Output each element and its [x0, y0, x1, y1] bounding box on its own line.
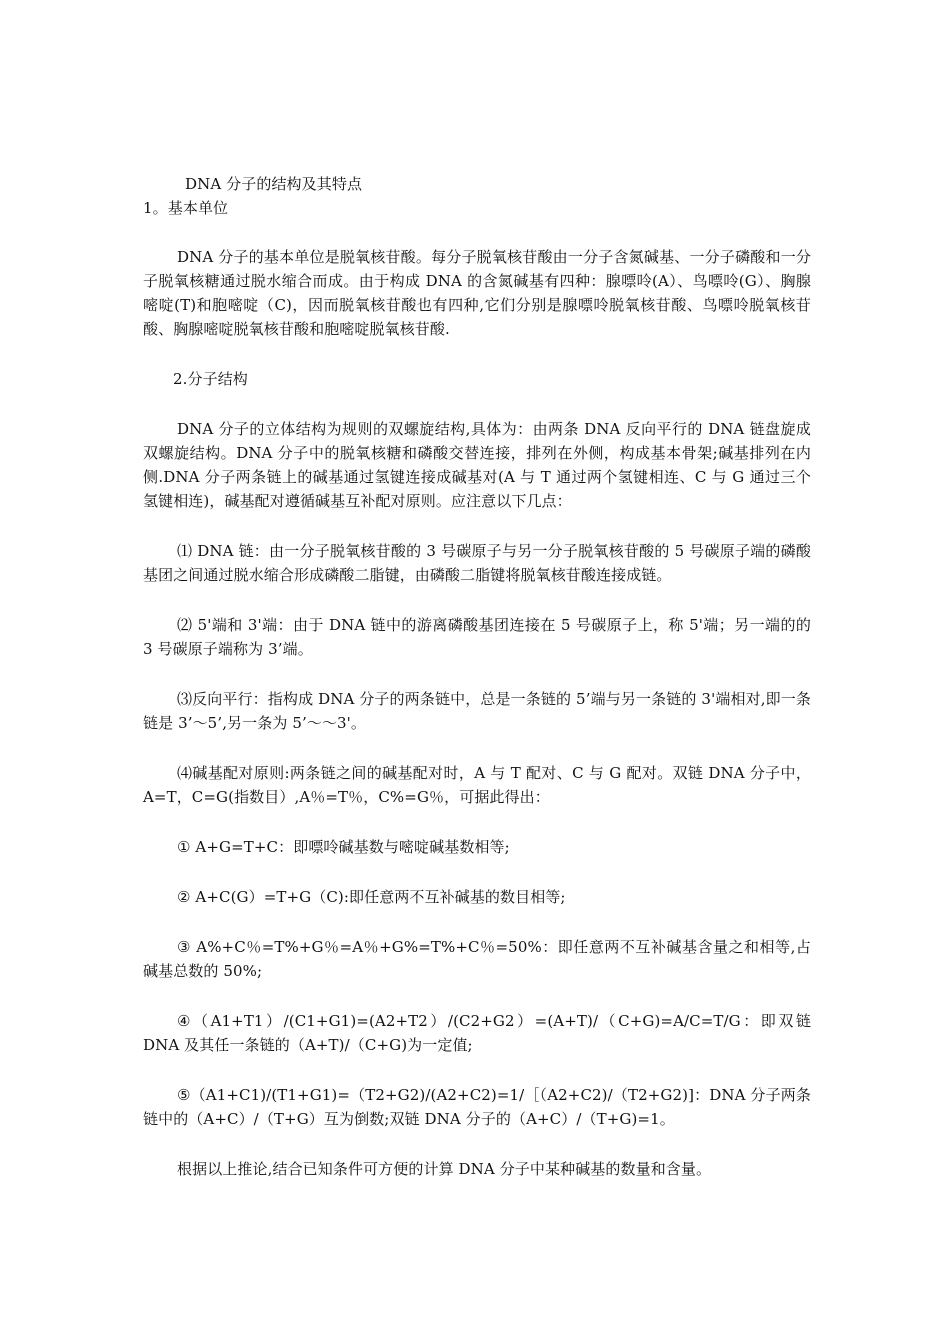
rule-3: ③ A%+C％=T%+G％=A％+G%=T%+C％=50%：即任意两不互补碱基含量之和相等,占碱基总数的 50%; [143, 938, 811, 980]
spacer [143, 1057, 811, 1083]
spacer [143, 220, 811, 245]
point-5-3-ends: ⑵ 5'端和 3'端：由于 DNA 链中的游离磷酸基团连接在 5 号碳原子上，称 5'端；另一端的的 3 号碳原子端称为 3’端。 [143, 616, 811, 658]
section-heading-molecular-structure: 2.分子结构 [173, 370, 248, 388]
point-dna-chain: ⑴ DNA 链：由一分子脱氧核苷酸的 3 号碳原子与另一分子脱氧核苷酸的 5 号碳原子端的磷酸基团之间通过脱水缩合形成磷酸二脂键，由磷酸二脂键将脱氧核苷酸连接成链。 [143, 542, 811, 584]
spacer [143, 341, 811, 367]
spacer [143, 809, 811, 835]
spacer [143, 909, 811, 935]
conclusion-paragraph: 根据以上推论,结合已知条件可方便的计算 DNA 分子中某种碱基的数量和含量。 [177, 1160, 712, 1178]
spacer [143, 983, 811, 1009]
rule-5: ⑤（A1+C1)/(T1+G1)=（T2+G2)/(A2+C2)=1/［（A2+C2)/（T2+G2)]：DNA 分子两条链中的（A+C）/（T+G）互为倒数;双链 DNA 分子的（A+C）/（T+G)=1。 [143, 1086, 811, 1128]
spacer [143, 735, 811, 761]
document-body [143, 172, 811, 1181]
point-base-pairing: ⑷碱基配对原则:两条链之间的碱基配对时，A 与 T 配对、C 与 G 配对。双链 DNA 分子中，A=T，C=G(指数目）,A％=T％，C%=G％，可据此得出： [143, 764, 811, 806]
document-title: DNA 分子的结构及其特点 [185, 175, 363, 193]
spacer [143, 513, 811, 539]
spacer [143, 391, 811, 417]
spacer [143, 661, 811, 687]
rule-4: ④（A1+T1）/(C1+G1)=(A2+T2）/(C2+G2）=(A+T)/（C+G)=A/C=T/G：即双链 DNA 及其任一条链的（A+T)/（C+G)为一定值; [143, 1012, 811, 1054]
rule-1: ① A+G=T+C：即嘌呤碱基数与嘧啶碱基数相等; [177, 838, 510, 856]
spacer [143, 1131, 811, 1157]
spacer [143, 587, 811, 613]
rule-2: ② A+C(G）=T+G（C):即任意两不互补碱基的数目相等; [177, 888, 566, 906]
paragraph-basic-unit: DNA 分子的基本单位是脱氧核苷酸。每分子脱氧核苷酸由一分子含氮碱基、一分子磷酸和一分子脱氧核糖通过脱水缩合而成。由于构成 DNA 的含氮碱基有四种：腺嘌呤(A）、鸟嘌呤(G）、胸腺嘧啶(T)和胞嘧啶（C)，因而脱氧核苷酸也有四种,它们分别是腺嘌呤脱氧核苷酸、鸟嘌呤脱氧核苷酸、胸腺嘧啶脱氧核苷酸和胞嘧啶脱氧核苷酸. [143, 248, 811, 338]
paragraph-molecular-structure: DNA 分子的立体结构为规则的双螺旋结构,具体为：由两条 DNA 反向平行的 DNA 链盘旋成双螺旋结构。DNA 分子中的脱氧核糖和磷酸交替连接，排列在外侧，构成基本骨架;碱基排列在内侧.DNA 分子两条链上的碱基通过氢键连接成碱基对(A 与 T 通过两个氢键相连、C 与 G 通过三个氢键相连)，碱基配对遵循碱基互补配对原则。应注意以下几点： [143, 420, 811, 510]
point-antiparallel: ⑶反向平行：指构成 DNA 分子的两条链中，总是一条链的 5’端与另一条链的 3'端相对,即一条链是 3’～5’,另一条为 5’～～3'。 [143, 690, 811, 732]
section-heading-basic-unit: 1。基本单位 [143, 199, 229, 217]
spacer [143, 859, 811, 885]
